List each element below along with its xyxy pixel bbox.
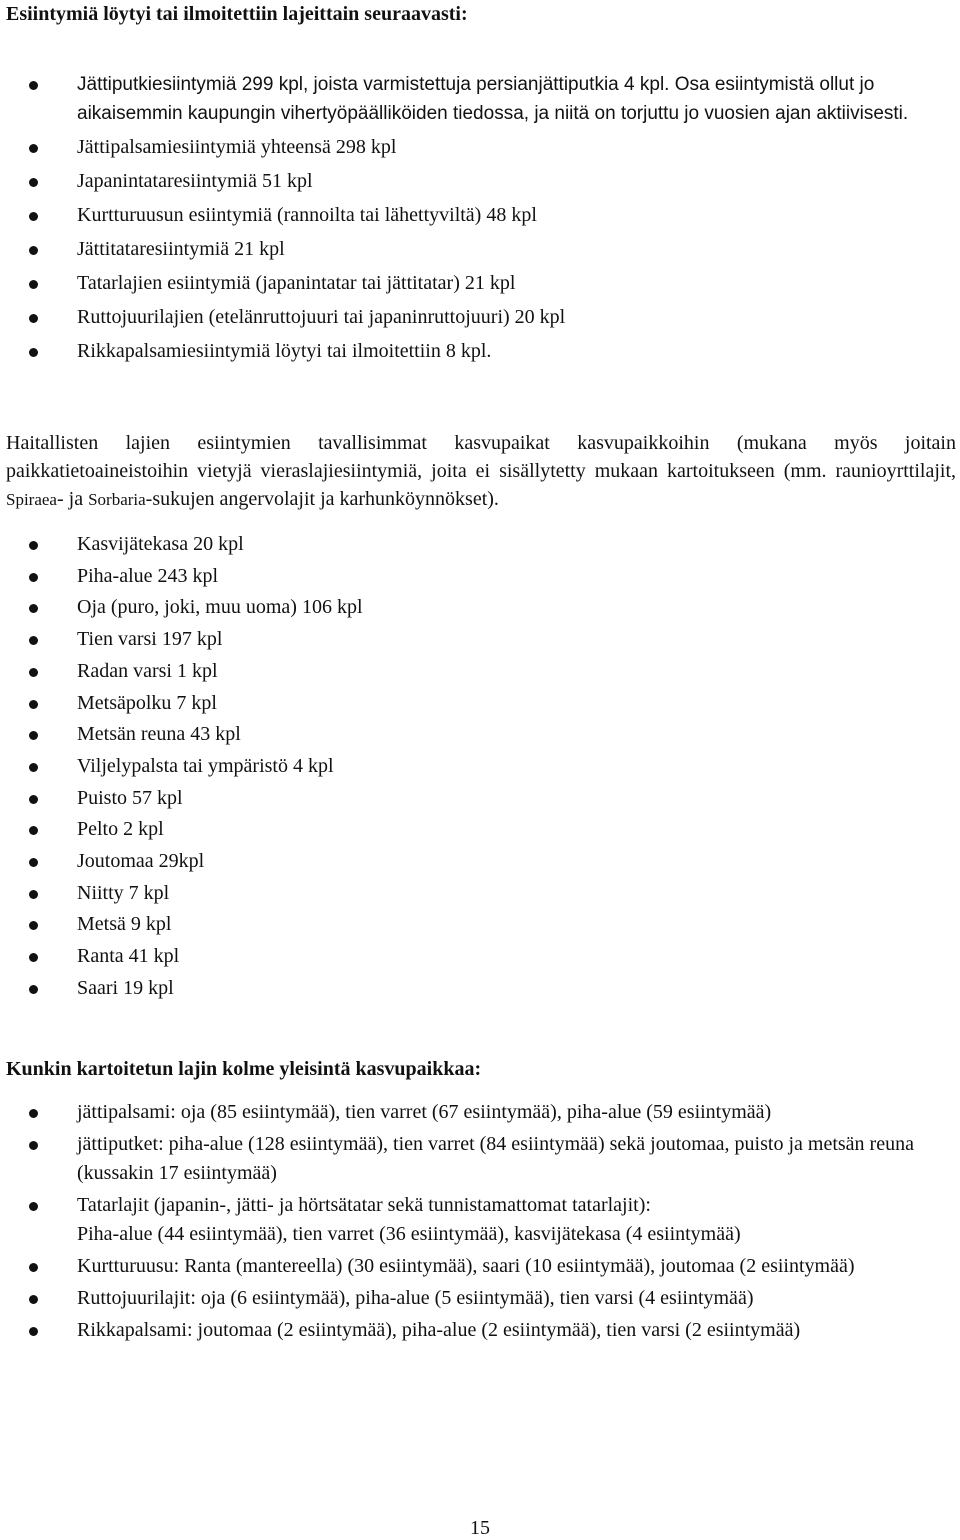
list-item: Jättipalsamiesiintymiä yhteensä 298 kpl	[0, 133, 950, 162]
list-item: Puisto 57 kpl	[0, 783, 950, 815]
list-item: Metsäpolku 7 kpl	[0, 688, 950, 720]
list-item: Tatarlajien esiintymiä (japanintatar tai jättitatar) 21 kpl	[0, 269, 950, 298]
list-item: Metsän reuna 43 kpl	[0, 719, 950, 751]
section-heading-top-habitats: Kunkin kartoitetun lajin kolme yleisintä kasvupaikkaa:	[6, 1058, 482, 1080]
list-item: Kurtturuusun esiintymiä (rannoilta tai lähettyviltä) 48 kpl	[0, 201, 950, 230]
top-habitats-list	[0, 1098, 950, 1348]
paragraph-text: - ja	[56, 488, 89, 510]
list-item: Jättiputkiesiintymiä 299 kpl, joista varmistettuja persianjättiputkia 4 kpl. Osa esiintymistä ollut jo aikaisemmin kaupungin vihertyöpäälliköiden tiedossa, ja niitä on torjuttu jo vuosien ajan aktiivisesti.	[0, 70, 950, 128]
list-item: Viljelypalsta tai ympäristö 4 kpl	[0, 751, 950, 783]
genus-sorbaria: Sorbaria	[88, 490, 146, 509]
list-item: Piha-alue 243 kpl	[0, 561, 950, 593]
list-item: Kasvijätekasa 20 kpl	[0, 529, 950, 561]
paragraph-text: -sukujen angervolajit ja karhunköynnökset).	[145, 488, 499, 510]
paragraph-text: Haitallisten lajien esiintymien tavallisimmat kasvupaikat kasvupaikkoihin (mukana myös joitain paikkatietoaineistoihin vietyjä vieraslajiesiintymiä, joita ei sisällytetty mukaan kartoitukseen (mm. raunioyrttilajit,	[6, 432, 956, 482]
section-heading-occurrences: Esiintymiä löytyi tai ilmoitettiin lajeittain seuraavasti:	[6, 3, 468, 25]
list-item: Rikkapalsamiesiintymiä löytyi tai ilmoitettiin 8 kpl.	[0, 337, 950, 366]
list-item: Saari 19 kpl	[0, 973, 950, 1005]
list-item: Ranta 41 kpl	[0, 941, 950, 973]
list-item: Kurtturuusu: Ranta (mantereella) (30 esiintymää), saari (10 esiintymää), joutomaa (2 esiintymää)	[0, 1252, 950, 1281]
list-item: Ruttojuurilajit: oja (6 esiintymää), piha-alue (5 esiintymää), tien varsi (4 esiintymää)	[0, 1284, 950, 1313]
tatar-line-2: Piha-alue (44 esiintymää), tien varret (36 esiintymää), kasvijätekasa (4 esiintymää)	[77, 1223, 741, 1245]
list-item-tatar	[0, 1191, 950, 1249]
habitat-list	[0, 529, 950, 1005]
list-item: Joutomaa 29kpl	[0, 846, 950, 878]
page-number: 15	[470, 1517, 490, 1539]
genus-spiraea: Spiraea	[6, 490, 57, 509]
list-item: Rikkapalsami: joutomaa (2 esiintymää), piha-alue (2 esiintymää), tien varsi (2 esiintymää)	[0, 1316, 950, 1345]
list-item: Jättitataresiintymiä 21 kpl	[0, 235, 950, 264]
list-item: Ruttojuurilajien (etelänruttojuuri tai japaninruttojuuri) 20 kpl	[0, 303, 950, 332]
list-item: Oja (puro, joki, muu uoma) 106 kpl	[0, 592, 950, 624]
list-item: Tien varsi 197 kpl	[0, 624, 950, 656]
list-item: Japanintataresiintymiä 51 kpl	[0, 167, 950, 196]
list-item: Pelto 2 kpl	[0, 814, 950, 846]
list-item: Radan varsi 1 kpl	[0, 656, 950, 688]
list-item: jättiputket: piha-alue (128 esiintymää), tien varret (84 esiintymää) sekä joutomaa, puisto ja metsän reuna (kussakin 17 esiintymää)	[0, 1130, 950, 1188]
list-item: Metsä 9 kpl	[0, 909, 950, 941]
habitat-intro-paragraph	[6, 429, 956, 514]
list-item: jättipalsami: oja (85 esiintymää), tien varret (67 esiintymää), piha-alue (59 esiintymää)	[0, 1098, 950, 1127]
list-item: Niitty 7 kpl	[0, 878, 950, 910]
tatar-line-1: Tatarlajit (japanin-, jätti- ja hörtsätatar sekä tunnistamattomat tatarlajit):	[77, 1194, 651, 1216]
species-occurrence-list	[0, 70, 950, 371]
